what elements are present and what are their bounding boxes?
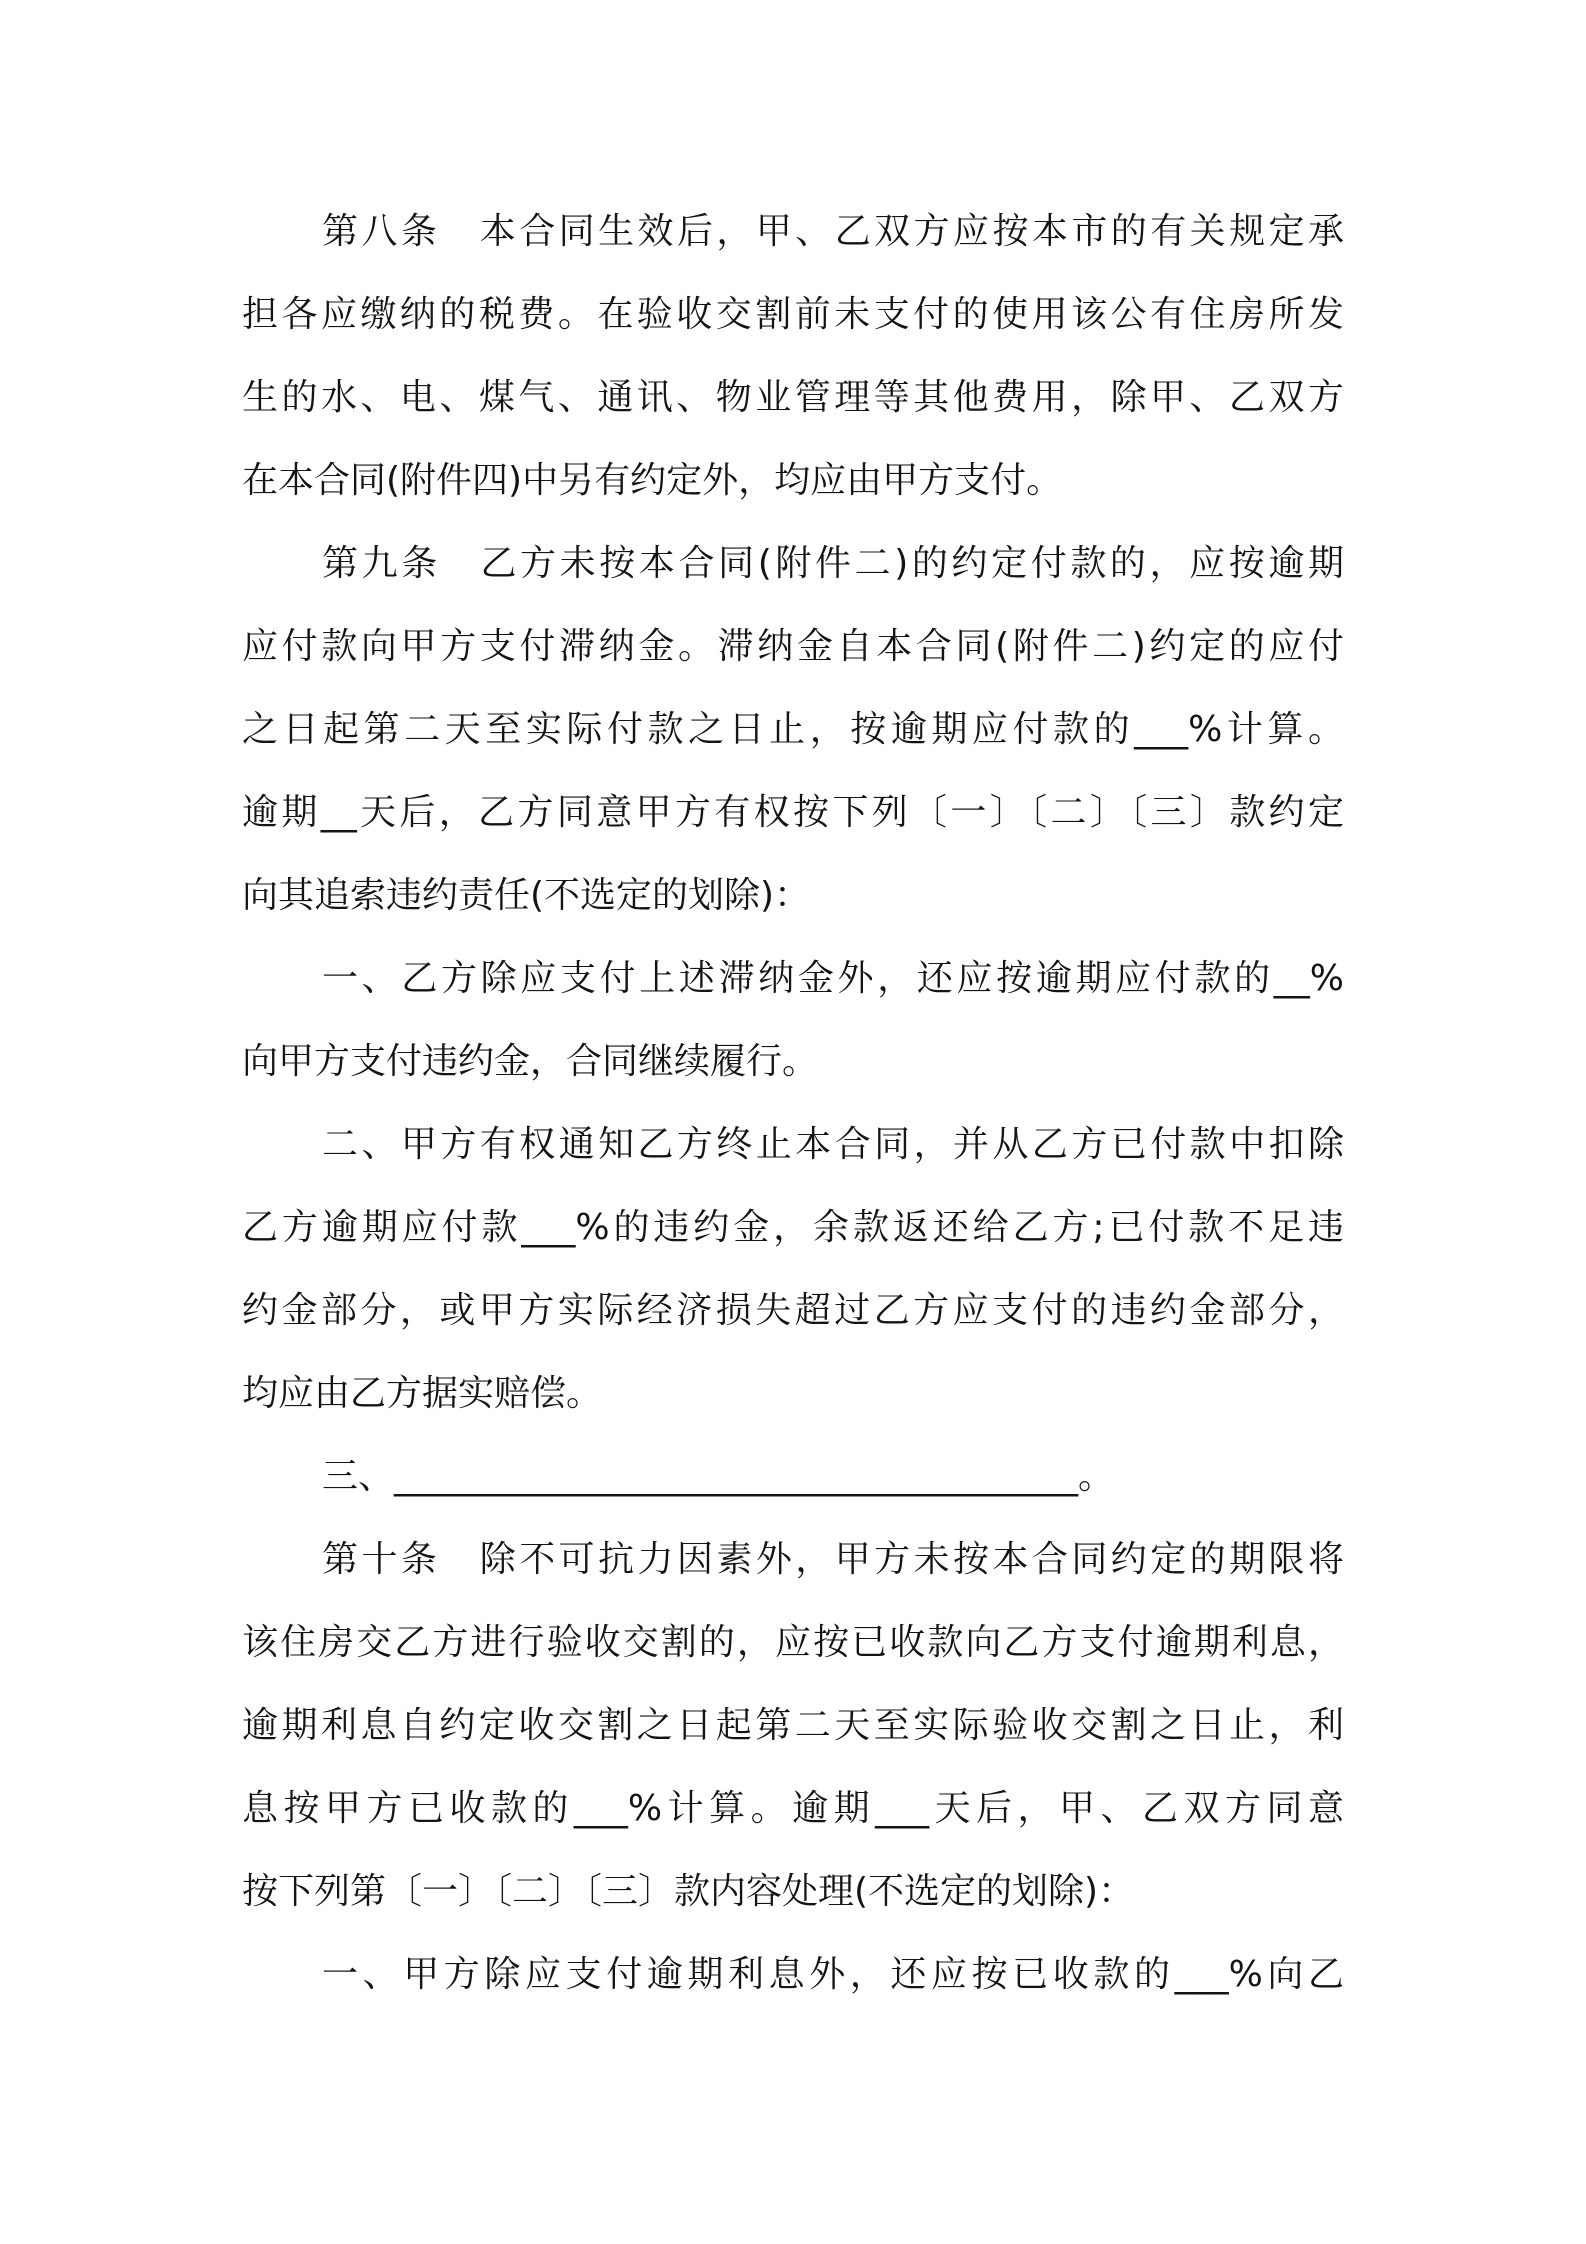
article-10-line-3: 逾期利息自约定收交割之日起第二天至实际验收交割之日止，利 [242, 1705, 1344, 1746]
article-9-line-5: 向其追索违约责任(不选定的划除)： [242, 875, 811, 916]
article-10-line-5: 按下列第〔一〕〔二〕〔三〕款内容处理(不选定的划除)： [242, 1871, 1135, 1912]
article-10-item-1-line-1: 一、甲方除应支付逾期利息外，还应按已收款的___%向乙 [322, 1954, 1344, 1995]
article-9-item-2-line-4: 均应由乙方据实赔偿。 [242, 1373, 603, 1414]
article-9-item-1-line-2: 向甲方支付违约金，合同继续履行。 [242, 1041, 819, 1082]
article-9-line-4: 逾期__天后，乙方同意甲方有权按下列〔一〕〔二〕〔三〕款约定 [242, 792, 1344, 833]
article-9-item-2-line-2: 乙方逾期应付款___%的违约金，余款返还给乙方;已付款不足违 [242, 1207, 1344, 1248]
article-10-line-4: 息按甲方已收款的___%计算。逾期___天后，甲、乙双方同意 [242, 1788, 1344, 1829]
article-8-line-1: 第八条 本合同生效后，甲、乙双方应按本市的有关规定承 [322, 211, 1344, 252]
article-8-line-3: 生的水、电、煤气、通讯、物业管理等其他费用，除甲、乙双方 [242, 377, 1344, 418]
article-10-line-2: 该住房交乙方进行验收交割的，应按已收款向乙方支付逾期利息， [242, 1622, 1344, 1663]
article-9-item-2-line-1: 二、甲方有权通知乙方终止本合同，并从乙方已付款中扣除 [322, 1124, 1344, 1165]
article-9-line-2: 应付款向甲方支付滞纳金。滞纳金自本合同(附件二)约定的应付 [242, 626, 1344, 667]
article-10-line-1: 第十条 除不可抗力因素外，甲方未按本合同约定的期限将 [322, 1539, 1344, 1580]
article-8-line-2: 担各应缴纳的税费。在验收交割前未支付的使用该公有住房所发 [242, 294, 1344, 335]
article-9-item-1-line-1: 一、乙方除应支付上述滞纳金外，还应按逾期应付款的__% [322, 958, 1344, 999]
article-9-line-3: 之日起第二天至实际付款之日止，按逾期应付款的___%计算。 [242, 709, 1344, 750]
article-9-line-1: 第九条 乙方未按本合同(附件二)的约定付款的，应按逾期 [322, 543, 1344, 584]
article-9-item-2-line-3: 约金部分，或甲方实际经济损失超过乙方应支付的违约金部分， [242, 1290, 1344, 1331]
document-page [242, 190, 1344, 2016]
article-8-line-4: 在本合同(附件四)中另有约定外，均应由甲方支付。 [242, 460, 1063, 501]
article-9-item-3: 三、______________________________________。 [322, 1456, 1114, 1497]
